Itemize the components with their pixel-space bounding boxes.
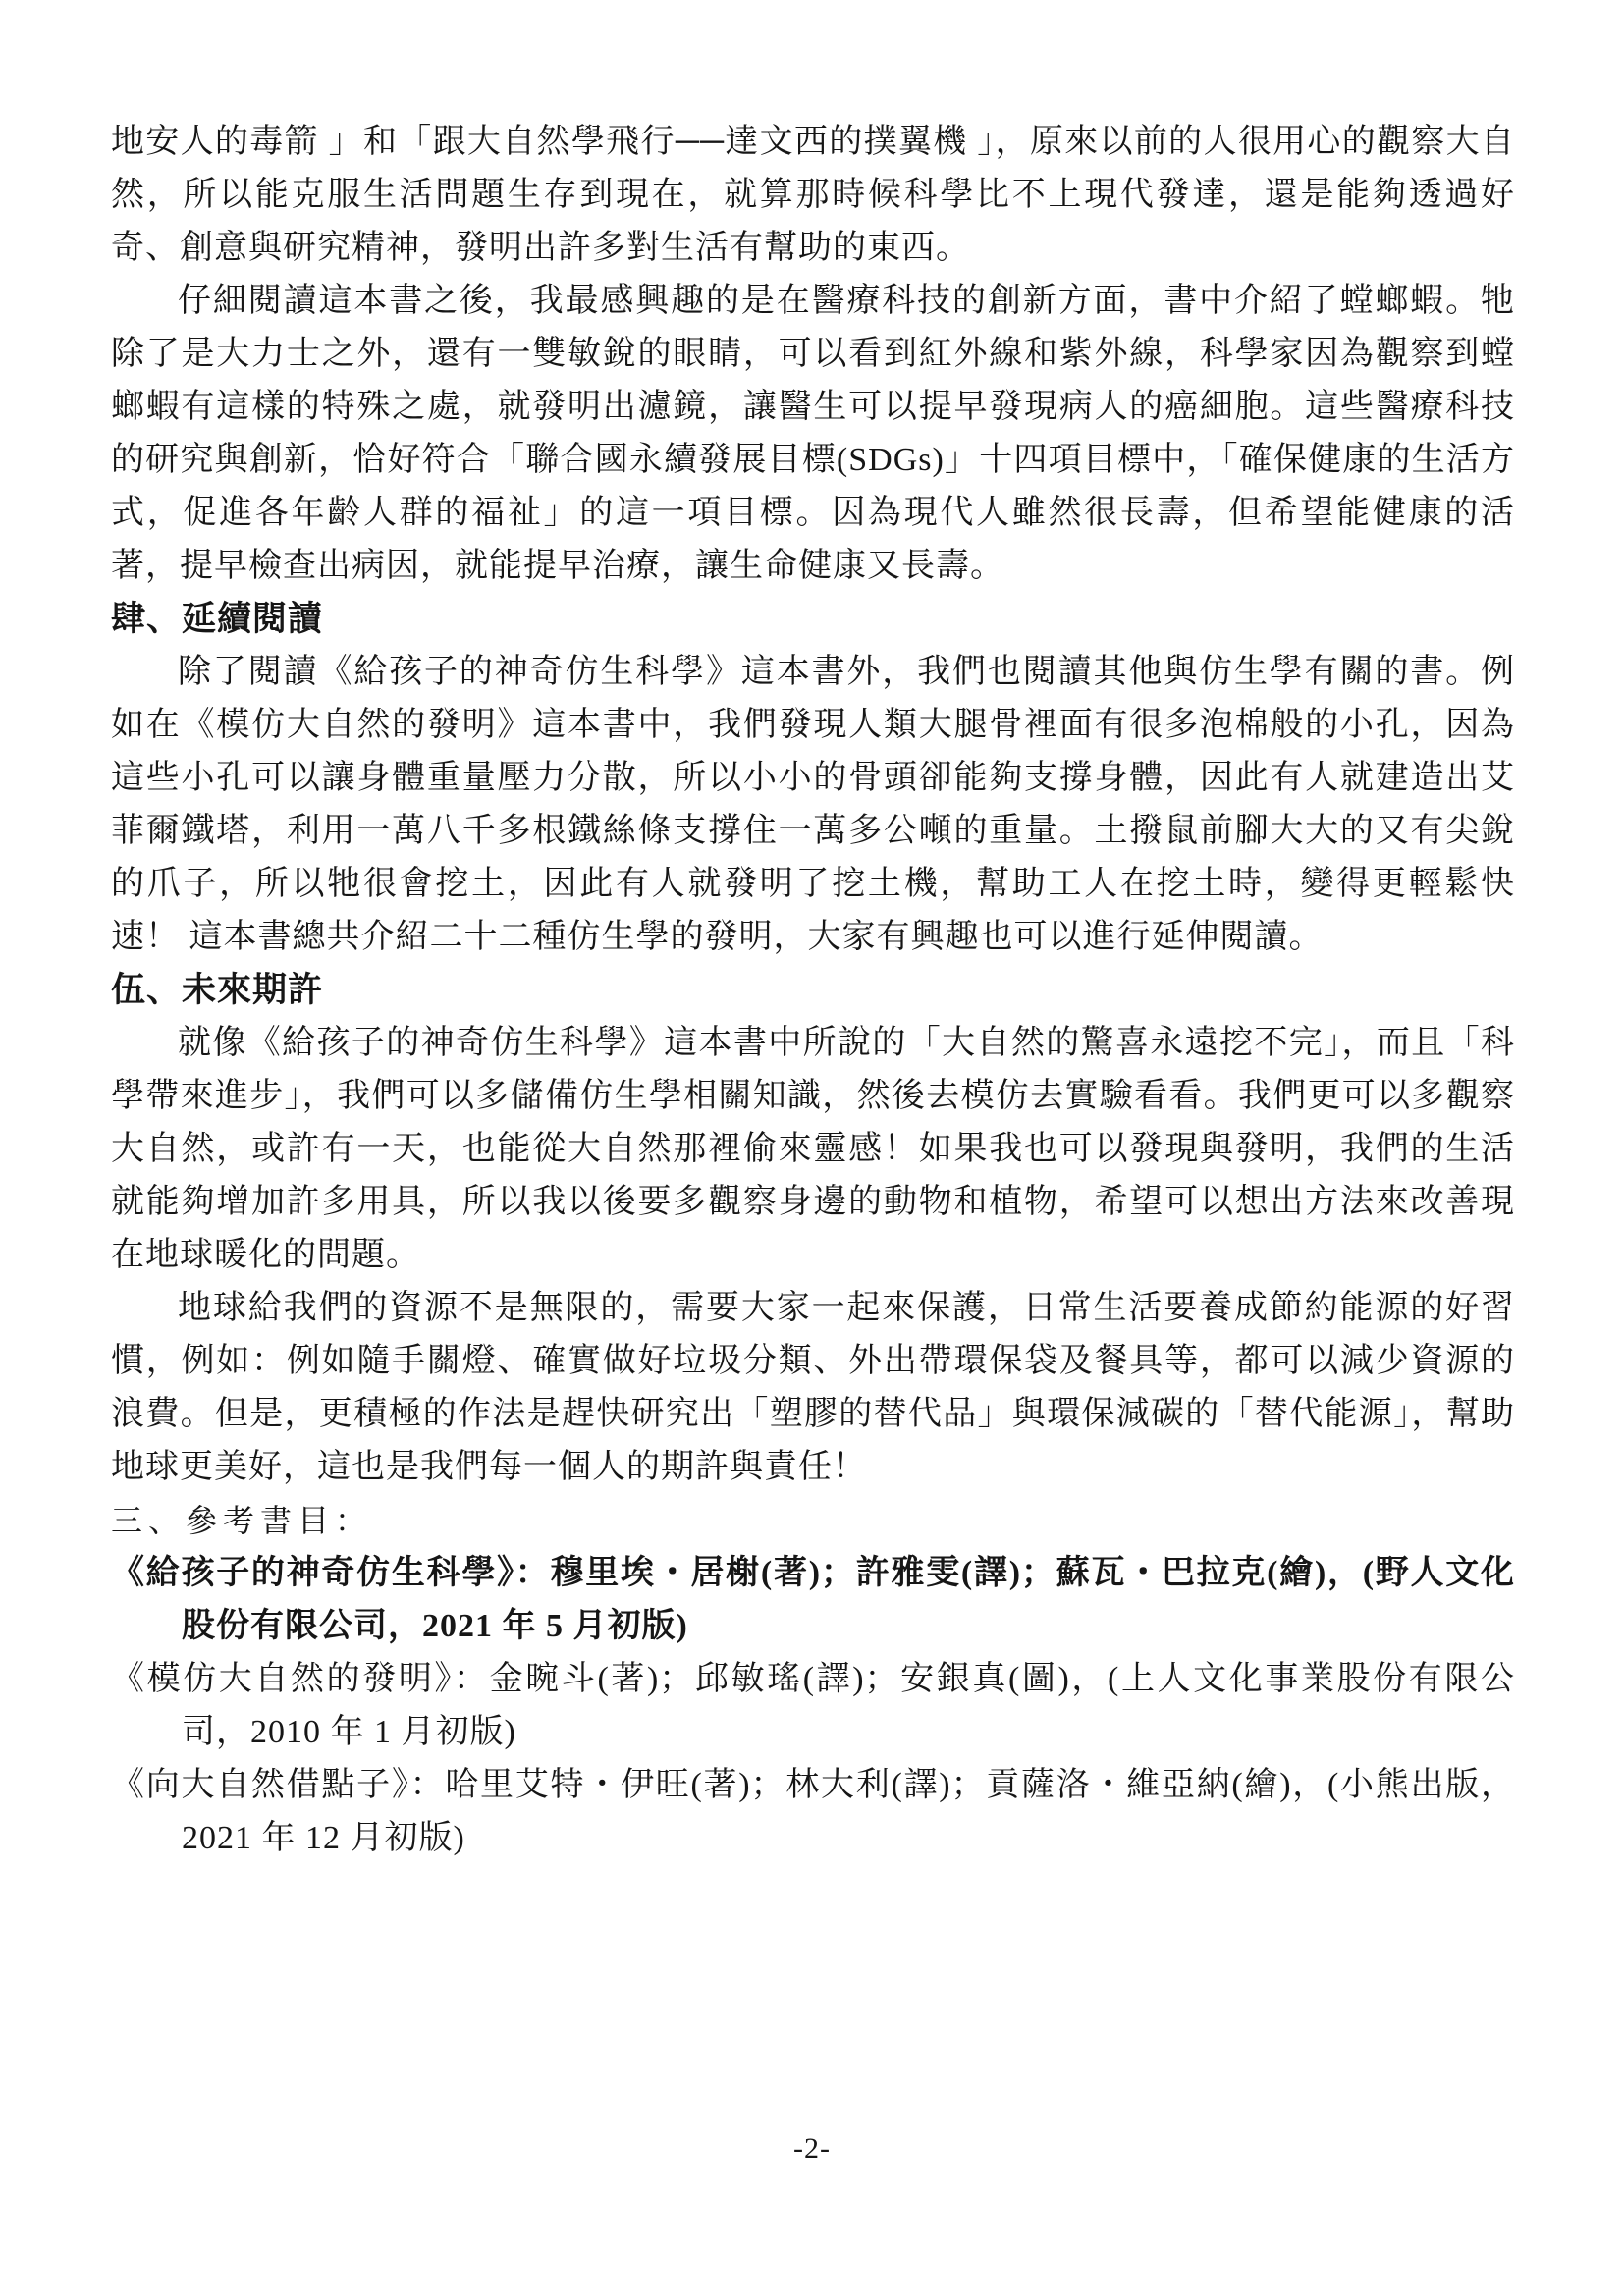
document-body xyxy=(111,116,1515,1865)
section-heading-extended-reading: 肆、延續閱讀 xyxy=(111,600,324,638)
reference-item-1: 《給孩子的神奇仿生科學》：穆里埃・居榭(著)；許雅雯(譯)；蘇瓦・巴拉克(繪)，(野人文化股份有限公司，2021 年 5 月初版) xyxy=(111,1555,1515,1644)
reference-item-2: 《模仿大自然的發明》：金晼斗(著)；邱敏瑤(譯)；安銀真(圖)，(上人文化事業股份有限公司，2010 年 1 月初版) xyxy=(111,1661,1515,1750)
paragraph-extended-reading: 除了閱讀《給孩子的神奇仿生科學》這本書外，我們也閱讀其他與仿生學有關的書。例如在《模仿大自然的發明》這本書中，我們發現人類大腿骨裡面有很多泡棉般的小孔，因為這些小孔可以讓身體重量壓力分散，所以小小的骨頭卻能夠支撐身體，因此有人就建造出艾菲爾鐵塔，利用一萬八千多根鐵絲條支撐住一萬多公噸的重量。土撥鼠前腳大大的又有尖銳的爪子，所以牠很會挖土，因此有人就發明了挖土機，幫助工人在挖土時，變得更輕鬆快速！ 這本書總共介紹二十二種仿生學的發明，大家有興趣也可以進行延伸閱讀。 xyxy=(111,654,1515,955)
paragraph-medical-technology: 仔細閱讀這本書之後，我最感興趣的是在醫療科技的創新方面，書中介紹了螳螂蝦。牠除了是大力士之外，還有一雙敏銳的眼睛，可以看到紅外線和紫外線，科學家因為觀察到螳螂蝦有這樣的特殊之處，就發明出濾鏡，讓醫生可以提早發現病人的癌細胞。這些醫療科技的研究與創新，恰好符合「聯合國永續發展目標(SDGs)」十四項目標中，「確保健康的生活方式，促進各年齡人群的福祉」的這一項目標。因為現代人雖然很長壽，但希望能健康的活著，提早檢查出病因，就能提早治療，讓生命健康又長壽。 xyxy=(111,283,1515,584)
references-heading: 三、參考書目： xyxy=(111,1503,373,1538)
section-heading-future-expectations: 伍、未來期許 xyxy=(111,971,324,1009)
paragraph-future-expectations-1: 就像《給孩子的神奇仿生科學》這本書中所說的「大自然的驚喜永遠挖不完」，而且「科學帶來進步」，我們可以多儲備仿生學相關知識，然後去模仿去實驗看看。我們更可以多觀察大自然，或許有一天，也能從大自然那裡偷來靈感！如果我也可以發現與發明，我們的生活就能夠增加許多用具，所以我以後要多觀察身邊的動物和植物，希望可以想出方法來改善現在地球暖化的問題。 xyxy=(111,1025,1515,1273)
paragraph-continuation-from-previous-page: 地安人的毒箭 」和「跟大自然學飛行──達文西的撲翼機 」，原來以前的人很用心的觀察大自然，所以能克服生活問題生存到現在，就算那時候科學比不上現代發達，還是能夠透過好奇、創意與研究精神，發明出許多對生活有幫助的東西。 xyxy=(111,124,1515,266)
reference-item-3: 《向大自然借點子》：哈里艾特・伊旺(著)；林大利(譯)；貢薩洛・維亞納(繪)，(小熊出版，2021 年 12 月初版) xyxy=(111,1767,1515,1856)
paragraph-future-expectations-2: 地球給我們的資源不是無限的，需要大家一起來保護，日常生活要養成節約能源的好習慣，例如：例如隨手關燈、確實做好垃圾分類、外出帶環保袋及餐具等，都可以減少資源的浪費。但是，更積極的作法是趕快研究出「塑膠的替代品」與環保減碳的「替代能源」，幫助地球更美好，這也是我們每一個人的期許與責任！ xyxy=(111,1290,1515,1485)
page-number: -2- xyxy=(793,2132,831,2164)
